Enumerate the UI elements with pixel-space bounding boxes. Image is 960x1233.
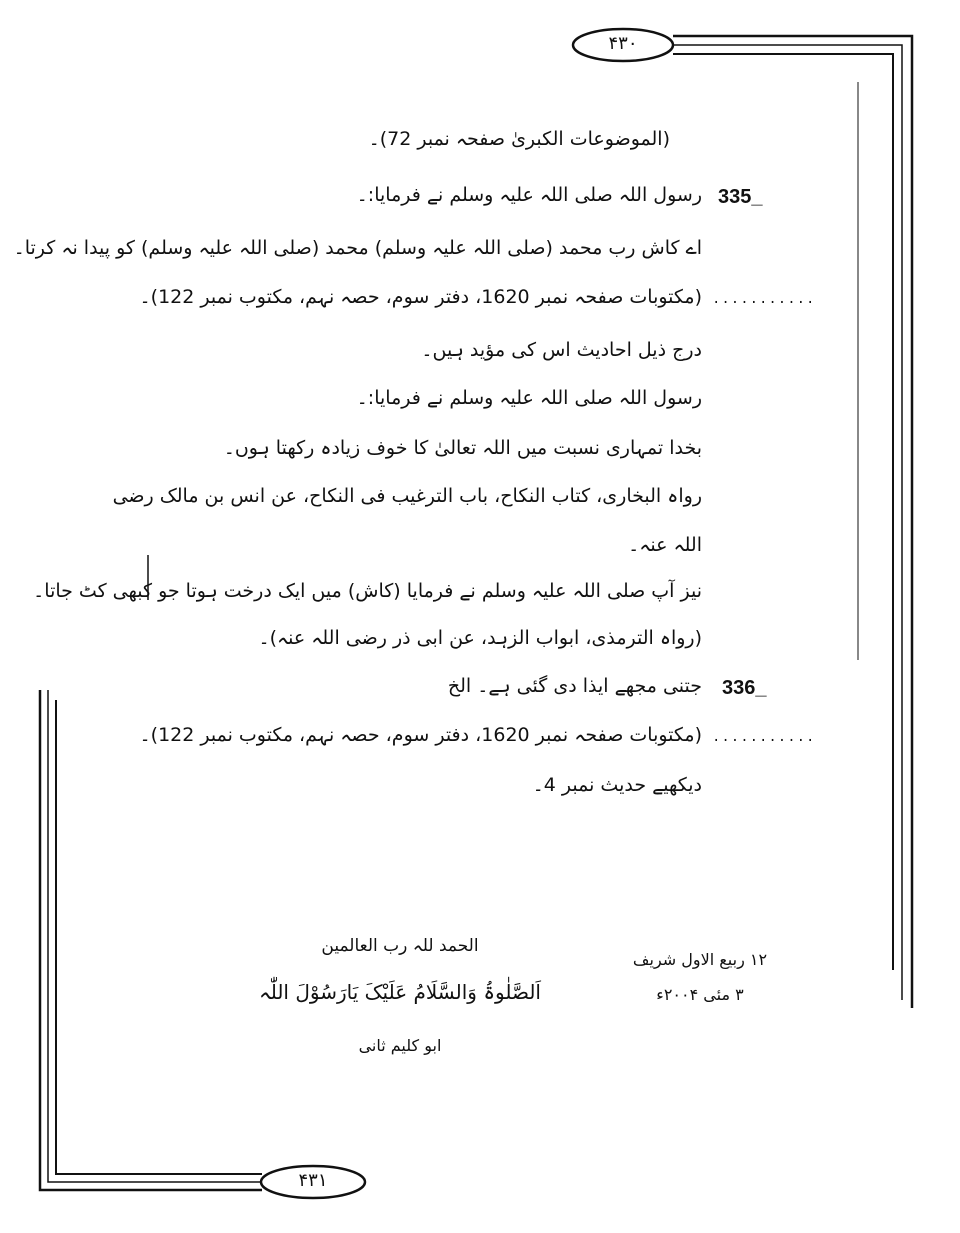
- date-hijri: ۱۲ ربیع الاول شریف: [632, 950, 768, 969]
- text-line: اللہ عنہ۔: [628, 534, 702, 556]
- closing-author: ابو کلیم ثانی: [358, 1036, 442, 1055]
- closing-salam: اَلصَّلٰوۃُ وَالسَّلَامُ عَلَیْکَ یَارَسُوْلَ اللّٰہ: [259, 980, 541, 1004]
- top-page-number: ۴۳۰: [608, 33, 638, 54]
- dotted-leader: ...........: [712, 730, 816, 746]
- date-gregorian: ۳ مئی ۲۰۰۴ء: [656, 985, 744, 1004]
- hadith-number-336: 336_: [722, 677, 767, 699]
- text-line: (مکتوبات صفحہ نمبر 1620، دفتر سوم، حصہ نہم، مکتوب نمبر 122)۔: [139, 724, 702, 746]
- hadith-number-335: 335_: [718, 186, 763, 208]
- text-line: (رواہ الترمذی، ابواب الزہد، عن ابی ذر رضی اللہ عنہ)۔: [258, 627, 702, 649]
- text-line: رواہ البخاری، کتاب النکاح، باب الترغیب فی النکاح، عن انس بن مالک رضی: [112, 485, 702, 507]
- text-line: بخدا تمہاری نسبت میں اللہ تعالیٰ کا خوف زیادہ رکھتا ہوں۔: [223, 437, 702, 459]
- text-line: رسول اللہ صلی اللہ علیہ وسلم نے فرمایا:۔: [356, 387, 702, 409]
- text-line: (الموضوعات الکبریٰ صفحہ نمبر 72)۔: [368, 128, 670, 150]
- text-line: دیکھیے حدیث نمبر 4۔: [532, 774, 702, 796]
- text-line: جتنی مجھے ایذا دی گئی ہے۔ الخ: [447, 675, 702, 697]
- dotted-leader: ...........: [712, 292, 816, 308]
- text-line: درج ذیل احادیث اس کی مؤید ہیں۔: [421, 339, 702, 361]
- text-line: نیز آپ صلی اللہ علیہ وسلم نے فرمایا (کاش) میں ایک درخت ہوتا جو کبھی کٹ جاتا۔: [33, 580, 702, 602]
- bottom-page-number: ۴۳۱: [298, 1170, 328, 1191]
- text-line: رسول اللہ صلی اللہ علیہ وسلم نے فرمایا:۔: [356, 184, 702, 206]
- closing-hamd: الحمد للہ رب العالمین: [321, 936, 479, 956]
- text-line: اے کاش رب محمد (صلی اللہ علیہ وسلم) محمد (صلی اللہ علیہ وسلم) کو پیدا نہ کرتا۔: [13, 237, 702, 259]
- text-line: (مکتوبات صفحہ نمبر 1620، دفتر سوم، حصہ نہم، مکتوب نمبر 122)۔: [139, 286, 702, 308]
